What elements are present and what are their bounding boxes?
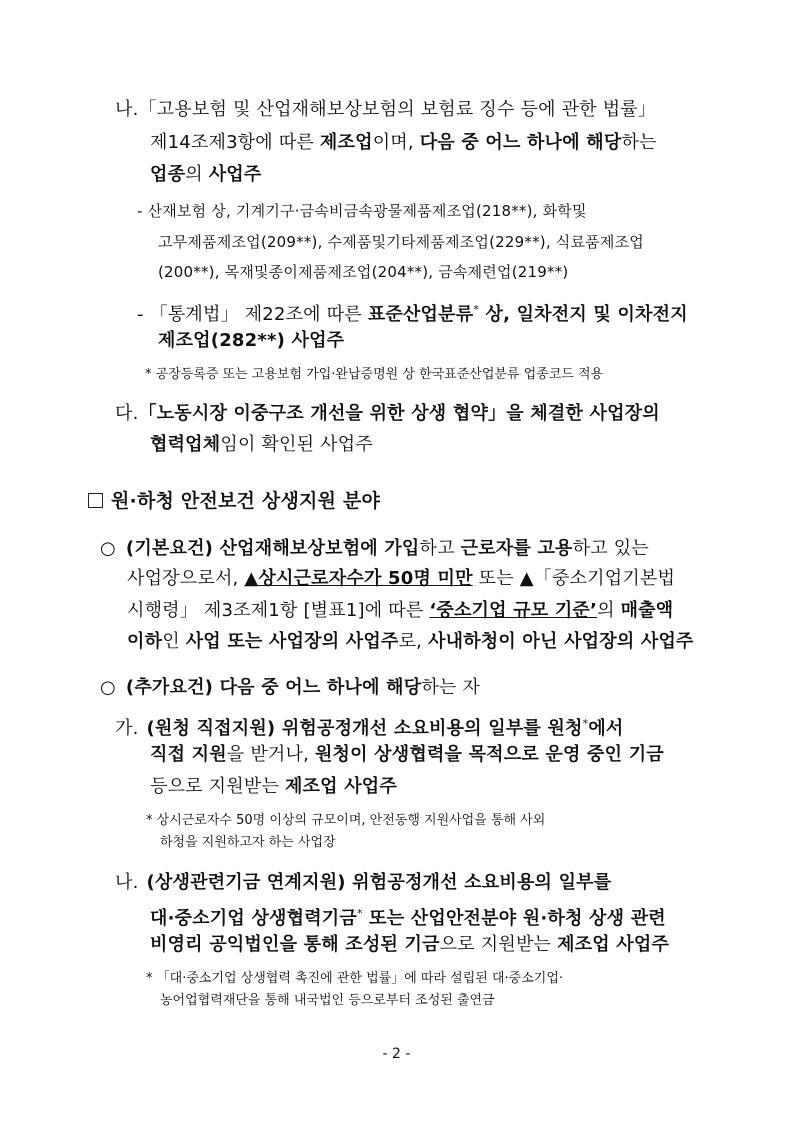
- item-ga-line1: 가. (원청 직접지원) 위험공정개선 소요비용의 일부를 원청*에서: [115, 717, 624, 739]
- checkbox-square-icon: [88, 493, 103, 508]
- sub-item-industry-line2: 고무제품제조업(209**), 수제품및기타제품제조업(229**), 식료품제조업: [158, 233, 644, 251]
- item-na2-line2: 대·중소기업 상생협력기금* 또는 산업안전분야 원·하청 상생 관련: [150, 907, 666, 929]
- footnote-ga-line1: * 상시근로자수 50명 이상의 규모이며, 안전동행 지원사업을 통해 사외: [146, 813, 546, 828]
- item-na-line2: 제14조제3항에 따른 제조업이며, 다음 중 어느 하나에 해당하는: [150, 132, 657, 153]
- item-da-line1: 다.「노동시장 이중구조 개선을 위한 상생 협약」을 체결한 사업장의: [115, 403, 660, 424]
- sub-item-industry-line1: - 산재보험 상, 기계기구·금속비금속광물제품제조업(218**), 화학및: [137, 202, 587, 220]
- footnote-na2-line1: * 「대·중소기업 상생협력 촉진에 관한 법률」에 따라 설립된 대·중소기업·: [146, 971, 564, 986]
- basic-line1: ○ (기본요건) 산업재해보상보험에 가입하고 근로자를 고용하고 있는: [100, 538, 649, 559]
- footnote-na2-line2: 농어업협력재단을 통해 내국법인 등으로부터 조성된 출연금: [160, 993, 495, 1008]
- item-na2-line3: 비영리 공익법인을 통해 조성된 기금으로 지원받는 제조업 사업주: [150, 934, 670, 955]
- sub-item-industry-line3: (200**), 목재및종이제품제조업(204**), 금속제련업(219**): [158, 263, 569, 281]
- circle-bullet-icon: ○: [100, 677, 116, 698]
- item-na2-line1: 나. (상생관련기금 연계지원) 위험공정개선 소요비용의 일부를: [115, 872, 612, 893]
- item-da-line2: 협력업체임이 확인된 사업주: [150, 434, 373, 455]
- item-na-line3: 업종의 사업주: [150, 164, 262, 185]
- circle-bullet-icon: ○: [100, 538, 116, 559]
- footnote-ga-line2: 하청을 지원하고자 하는 사업장: [160, 835, 336, 850]
- list-marker: 가.: [115, 718, 139, 739]
- basic-line2: 사업장으로서, ▲상시근로자수가 50명 미만 또는 ▲「중소기업기본법: [127, 568, 676, 589]
- page-number: - 2 -: [382, 1046, 411, 1062]
- extra-requirement: ○ (추가요건) 다음 중 어느 하나에 해당하는 자: [100, 677, 481, 698]
- sub-item-statistics-line2: 제조업(282**) 사업주: [158, 330, 345, 351]
- list-marker: 나.: [115, 872, 139, 893]
- footnote-industry-code: * 공장등록증 또는 고용보험 가입·완납증명원 상 한국표준산업분류 업종코드 적용: [145, 367, 604, 382]
- sub-item-statistics-line1: - 「통계법」 제22조에 따른 표준산업분류* 상, 일차전지 및 이차전지: [137, 303, 688, 325]
- item-ga-line3: 등으로 지원받는 제조업 사업주: [150, 776, 397, 797]
- section-heading: 원·하청 안전보건 상생지원 분야: [88, 489, 380, 513]
- list-marker: 다.: [115, 403, 139, 424]
- item-na-line1: 나.「고용보험 및 산업재해보상보험의 보험료 징수 등에 관한 법률」: [115, 99, 657, 120]
- item-ga-line2: 직접 지원을 받거나, 원청이 상생협력을 목적으로 운영 중인 기금: [150, 744, 664, 765]
- basic-line3: 시행령」 제3조제1항 [별표1]에 따른 ‘중소기업 규모 기준’의 매출액: [127, 600, 674, 621]
- list-marker: 나.: [115, 99, 139, 120]
- basic-line4: 이하인 사업 또는 사업장의 사업주로, 사내하청이 아닌 사업장의 사업주: [127, 631, 694, 652]
